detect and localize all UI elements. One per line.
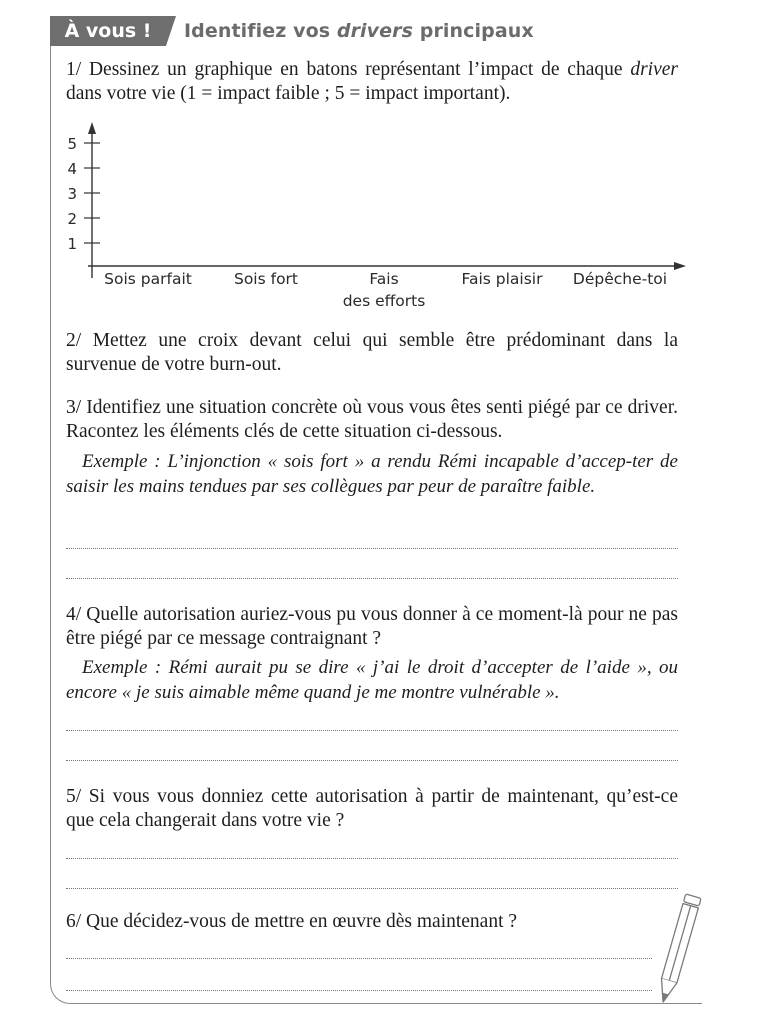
x-category-label: Fais [369, 270, 399, 288]
answer-line[interactable] [66, 578, 678, 579]
impact-bar-chart [58, 118, 698, 318]
chart-y-ticks [67, 135, 100, 253]
section-badge: À vous ! [50, 16, 166, 46]
question-4-example: Exemple : Rémi aurait pu se dire « j’ai le droit d’accepter de l’aide », ou encore « je suis aimable même quand je me montre vulnérable ». [66, 657, 678, 703]
x-category-label: Dépêche-toi [572, 270, 668, 288]
chart-axes [88, 122, 686, 278]
answer-line[interactable] [66, 958, 652, 959]
answer-line[interactable] [66, 888, 678, 889]
question-2: 2/ Mettez une croix devant celui qui semble être prédominant dans la survenue de votre burn-out. [66, 330, 678, 375]
x-category-label: des efforts [342, 292, 426, 310]
question-3: 3/ Identifiez une situation concrète où vous vous êtes senti piégé par ce driver. Racontez les éléments clés de cette situation ci-dessous. [66, 397, 678, 442]
y-tick-label: 2 [67, 210, 77, 228]
question-5: 5/ Si vous vous donniez cette autorisation à partir de maintenant, qu’est-ce que cela changerait dans votre vie ? [66, 786, 678, 831]
x-category-label: Fais plaisir [461, 270, 543, 288]
y-tick-label: 5 [67, 135, 77, 153]
y-tick-label: 3 [67, 185, 77, 203]
question-6: 6/ Que décidez-vous de mettre en œuvre dès maintenant ? [66, 911, 518, 932]
x-axis-arrow [674, 262, 686, 270]
pencil-icon [648, 890, 708, 1010]
x-category-label: Sois parfait [104, 270, 192, 288]
x-category-label: Sois fort [233, 270, 299, 288]
y-axis-arrow [88, 122, 96, 134]
chart-x-labels [104, 270, 667, 310]
answer-line[interactable] [66, 990, 652, 991]
answer-line[interactable] [66, 548, 678, 549]
question-1: 1/ Dessinez un graphique en batons représentant l’impact de chaque driver dans votre vie (1 = impact faible ; 5 = impact important). [66, 59, 678, 104]
answer-line[interactable] [66, 730, 678, 731]
answer-line[interactable] [66, 858, 678, 859]
y-tick-label: 1 [67, 235, 77, 253]
y-tick-label: 4 [67, 160, 77, 178]
page-title: Identifiez vos drivers principaux [184, 20, 534, 42]
question-3-example: Exemple : L’injonction « sois fort » a rendu Rémi incapable d’accep-ter de saisir les mains tendues par ses collègues par peur de paraître faible. [66, 451, 678, 497]
answer-line[interactable] [66, 760, 678, 761]
question-4: 4/ Quelle autorisation auriez-vous pu vous donner à ce moment-là pour ne pas être piégé par ce message contraignant ? [66, 604, 678, 649]
